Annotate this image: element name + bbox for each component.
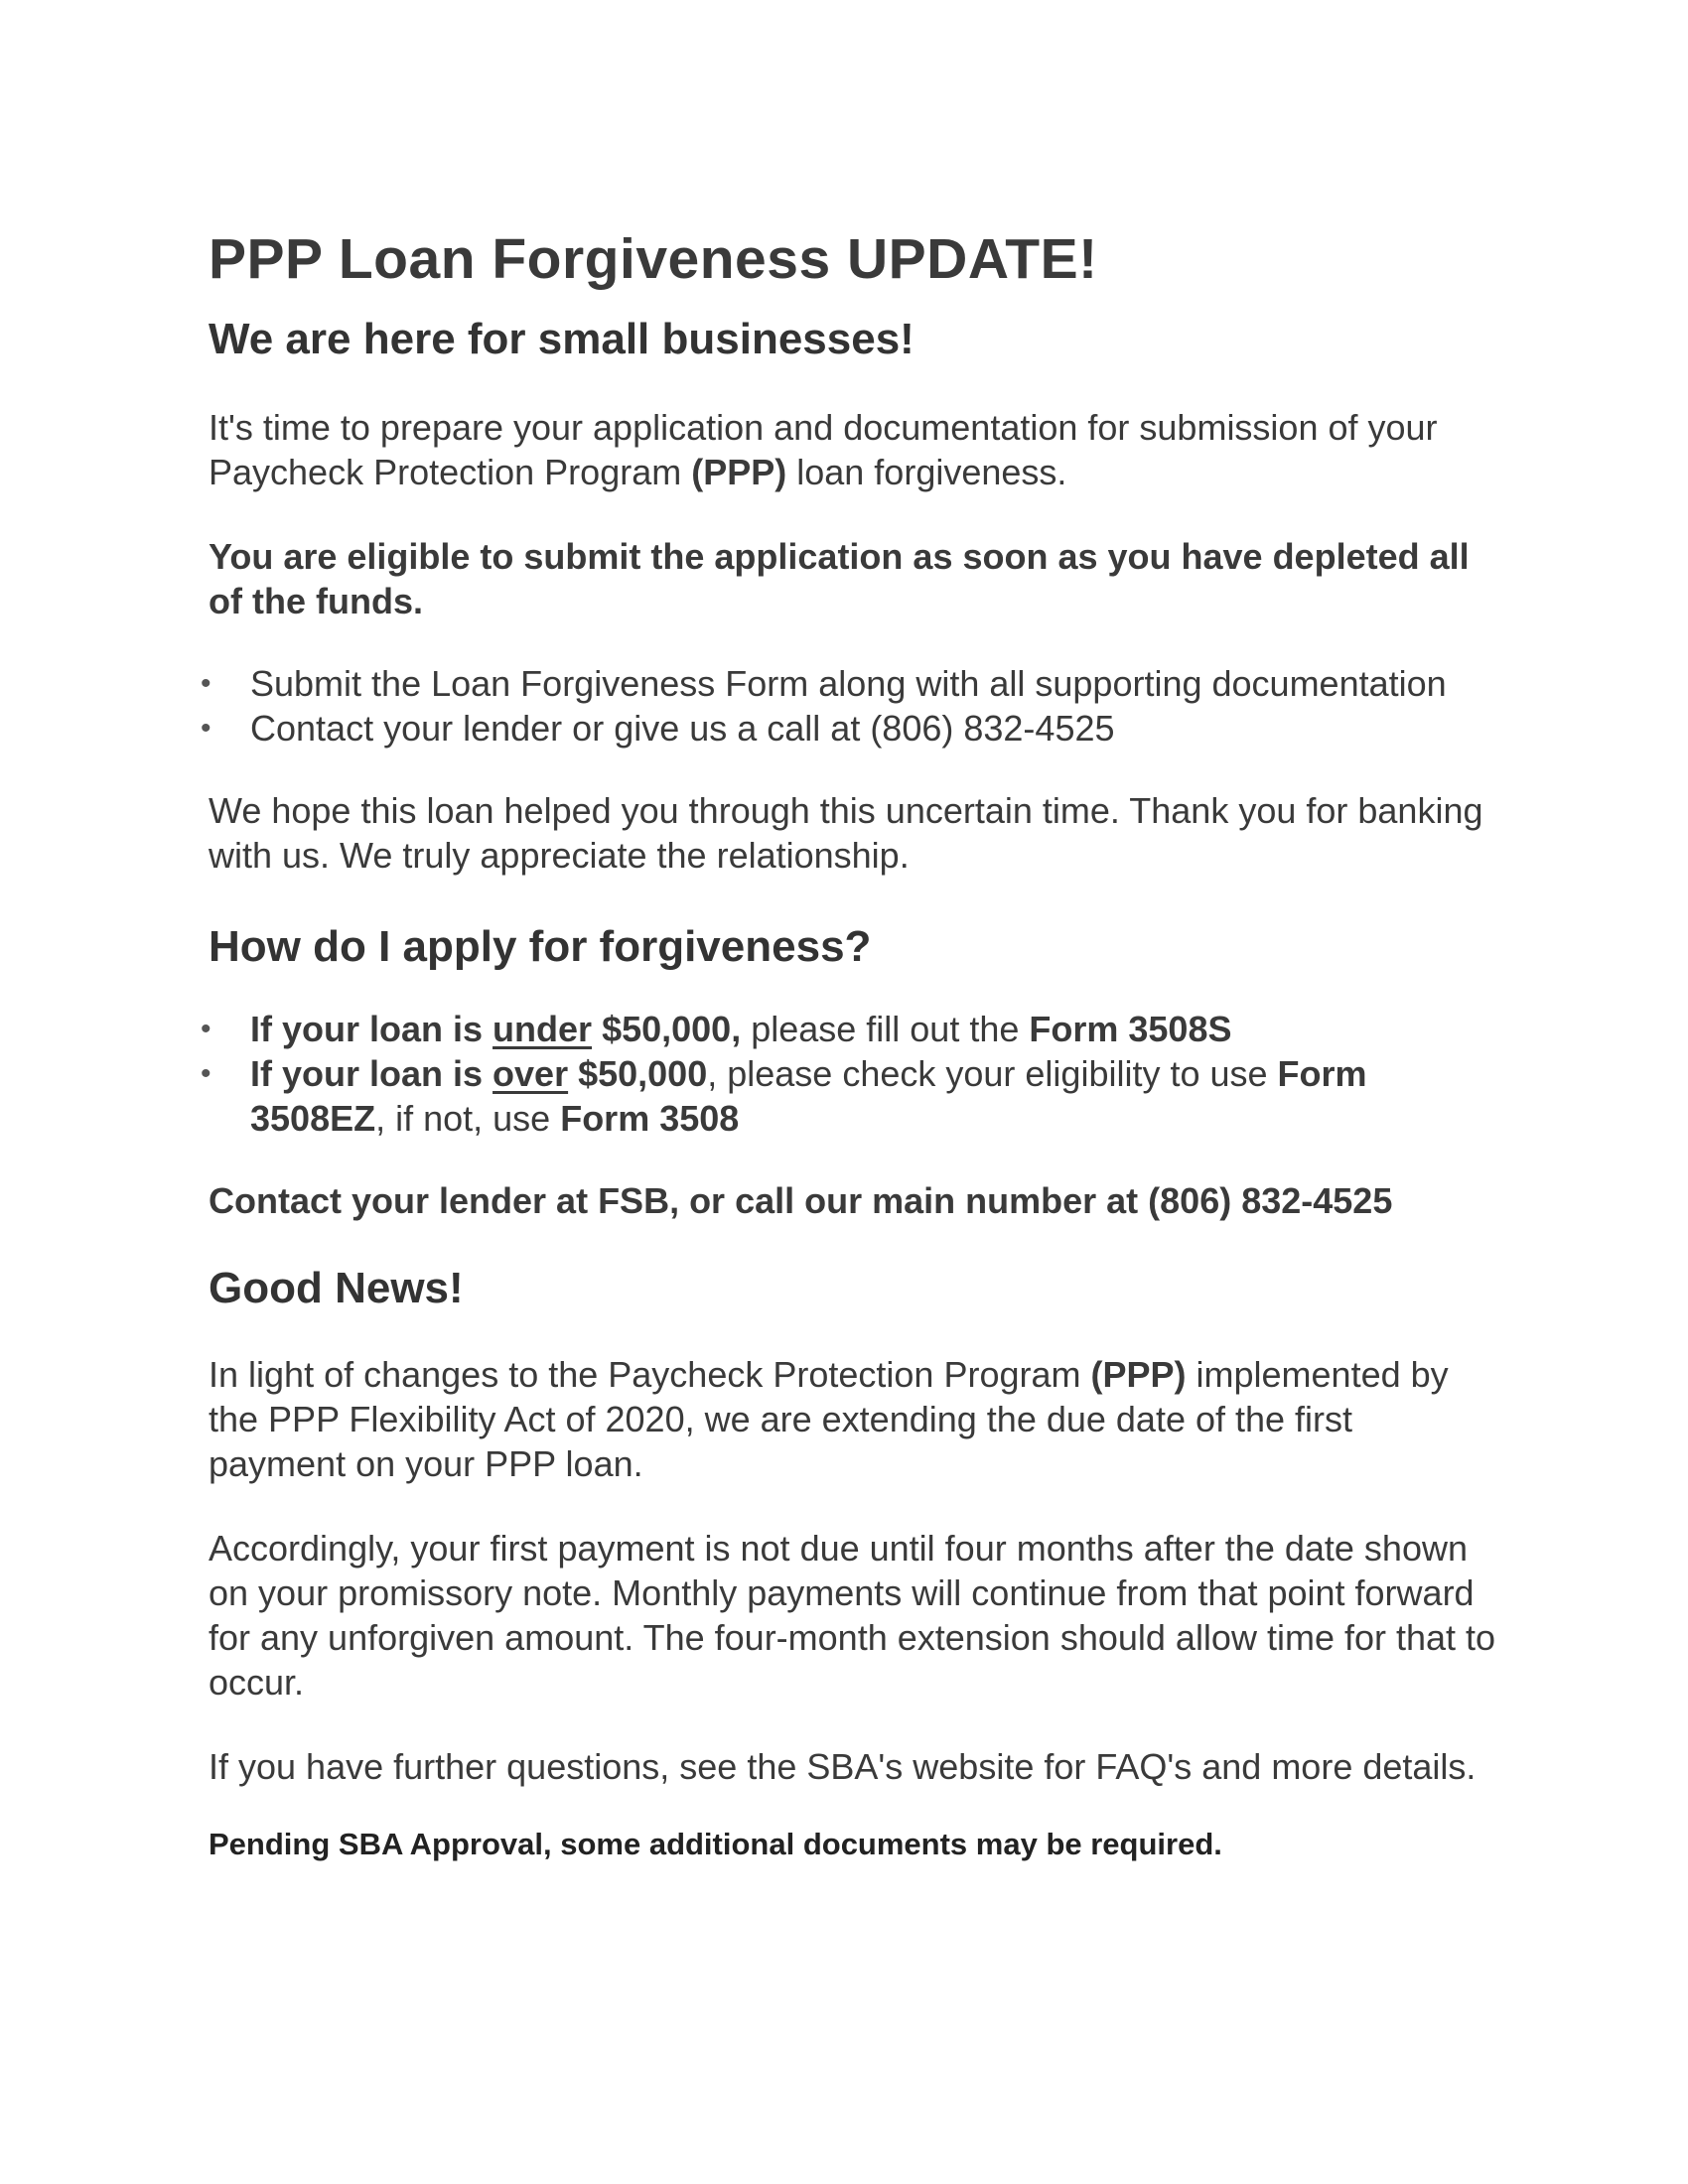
apply-underlined: under bbox=[492, 1009, 593, 1049]
list-item bbox=[201, 1007, 1499, 1051]
apply-form: Form 3508EZ bbox=[250, 1053, 1367, 1139]
apply-middle: , please check your eligibility to use bbox=[707, 1053, 1278, 1094]
apply-middle: please fill out the bbox=[741, 1009, 1030, 1049]
eligibility-paragraph: You are eligible to submit the application as soon as you have depleted all of the funds. bbox=[209, 536, 1470, 621]
accordingly-paragraph: Accordingly, your first payment is not due until four months after the date shown on your promissory note. Monthly payments will continue from that point forward for any unforgiven amount. The four-month extension should allow time for that to occur. bbox=[209, 1528, 1496, 1703]
good-news-text-2: implemented by the PPP Flexibility Act of 2020, we are extending the due date of the first payment on your PPP loan. bbox=[209, 1354, 1449, 1484]
document-body bbox=[201, 226, 1499, 1864]
apply-lead: If your loan is bbox=[250, 1009, 493, 1049]
steps-list bbox=[201, 661, 1499, 751]
apply-heading: How do I apply for forgiveness? bbox=[209, 922, 872, 971]
page-title: PPP Loan Forgiveness UPDATE! bbox=[209, 227, 1098, 291]
questions-paragraph: If you have further questions, see the SBA's website for FAQ's and more details. bbox=[209, 1746, 1477, 1787]
bullet-icon: • bbox=[201, 1057, 211, 1090]
step-text: Contact your lender or give us a call at (806) 832-4525 bbox=[250, 708, 1115, 749]
footnote: Pending SBA Approval, some additional documents may be required. bbox=[209, 1827, 1222, 1861]
page-subtitle: We are here for small businesses! bbox=[209, 315, 914, 363]
intro-ppp-bold: (PPP) bbox=[691, 452, 787, 492]
bullet-icon: • bbox=[201, 712, 211, 745]
apply-form-2: Form 3508 bbox=[560, 1098, 740, 1139]
apply-tail: , if not, use bbox=[375, 1098, 561, 1139]
step-text: Submit the Loan Forgiveness Form along with all supporting documentation bbox=[250, 663, 1447, 704]
apply-amount: $50,000, bbox=[592, 1009, 742, 1049]
bullet-icon: • bbox=[201, 667, 211, 700]
intro-text-1: It's time to prepare your application and documentation for submission of your Paycheck Protection Program bbox=[209, 407, 1438, 492]
apply-amount: $50,000 bbox=[568, 1053, 708, 1094]
thanks-paragraph: We hope this loan helped you through this uncertain time. Thank you for banking with us. We truly appreciate the relationship. bbox=[209, 790, 1483, 876]
intro-paragraph bbox=[209, 405, 1499, 494]
list-item bbox=[201, 706, 1499, 751]
apply-lead: If your loan is bbox=[250, 1053, 493, 1094]
bullet-icon: • bbox=[201, 1013, 211, 1045]
apply-form: Form 3508S bbox=[1029, 1009, 1232, 1049]
list-item bbox=[201, 1051, 1499, 1141]
intro-text-2: loan forgiveness. bbox=[786, 452, 1067, 492]
good-news-heading: Good News! bbox=[209, 1264, 464, 1312]
list-item bbox=[201, 661, 1499, 706]
good-news-paragraph bbox=[209, 1352, 1499, 1486]
apply-list bbox=[201, 1007, 1499, 1141]
good-news-ppp-bold: (PPP) bbox=[1090, 1354, 1187, 1395]
apply-underlined: over bbox=[492, 1053, 569, 1094]
contact-line: Contact your lender at FSB, or call our main number at (806) 832-4525 bbox=[209, 1180, 1393, 1221]
good-news-text-1: In light of changes to the Paycheck Protection Program bbox=[209, 1354, 1091, 1395]
